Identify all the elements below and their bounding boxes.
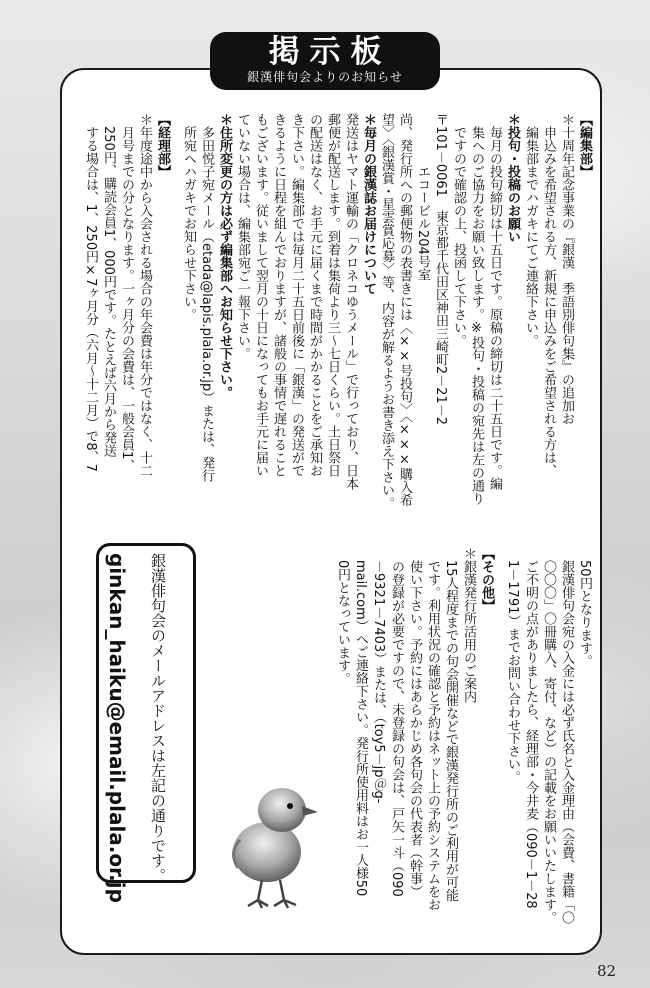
- editorial-line: 申込みを希望される方、新規に申込みをご希望される方は、: [541, 113, 556, 477]
- other-line: ＊銀漢発行所活用のご案内: [461, 547, 476, 703]
- other-line: の登録が必要ですので、未登録の句会は、戸矢一斗（090: [389, 547, 404, 897]
- editorial-line: ＊毎月の銀漢誌お届けについて: [361, 113, 376, 295]
- accounting-line: ご不明の点がありましたら、経理部・今井麦（090－1－28: [523, 547, 538, 909]
- board-subtitle: 銀漢俳句会よりのお知らせ: [247, 70, 403, 84]
- accounting-line: 〇〇〇」〇冊購入、寄付、など）の記載をお願いいたします。: [541, 547, 556, 924]
- accounting-line: 月号までの分となります。一ヶ月分の会費は、一般会員1、: [119, 113, 134, 473]
- accounting-line: 1－1791）までお問い合わせ下さい。: [505, 547, 520, 784]
- editorial-line: 集へのご協力をお願い致します。※投句・投稿の宛先は左の通り: [469, 113, 484, 505]
- editorial-line: ですので確認の上、投函して下さい。: [451, 113, 466, 347]
- editorial-line: 多田悦子宛メール（etada@lapis.plala.or.jp）または、発行: [199, 113, 214, 483]
- other-heading: 【その他】: [479, 547, 494, 612]
- editorial-line: き下さい。編集部では毎月二十五日前後に「銀漢」の発送がで: [289, 113, 304, 477]
- board-title-box: [210, 32, 440, 90]
- accounting-line: する場合は、1、250円×7ヶ月分（六月～十二月）で8、7: [83, 113, 98, 472]
- editorial-line: 毎月の投句締切は十五日です。原稿の締切は二十五日です。編: [487, 113, 502, 490]
- other-line: mail.com）へご連絡下さい。発行所使用料はお一人様50: [353, 547, 368, 897]
- editorial-line: ＊住所変更の方は必ず編集部へお知らせ下さい。: [217, 113, 232, 399]
- editorial-heading: 【編集部】: [577, 113, 592, 178]
- other-line: －9321－7403）または、（toy5－jp＠g-: [371, 547, 386, 804]
- mail-address[interactable]: ginkan_haiku@email.plala.or.jp: [105, 553, 129, 903]
- editorial-line: 郵便が配送します。到着は集荷より三～七日くらい。土日祭日: [325, 113, 340, 477]
- editorial-address: 〒101－0061 東京都千代田区神田三崎町2－21－2: [433, 113, 448, 425]
- editorial-line: きるように日程を組んでおりますが、諸般の事情で遅れること: [271, 113, 286, 477]
- accounting-line: 50円となります。: [577, 547, 592, 668]
- editorial-line: 尚、発行所への郵便物の表書きには〈××号投句〉〈×××購入希: [397, 113, 412, 507]
- accounting-line: 250円、購読会員1、000円です。たとえば六月から発送: [101, 113, 116, 457]
- mail-notice-label: 銀漢俳句会のメールアドレスは左記の通りです。: [149, 553, 167, 883]
- accounting-heading: 【経理部】: [155, 113, 170, 178]
- page-number: 82: [597, 962, 617, 980]
- board-title: 掲示板: [268, 34, 392, 70]
- editorial-line: の配送はなく、お手元に届くまで時間がかかることをご承知お: [307, 113, 322, 477]
- editorial-line: 所宛へハガキでお知らせ下さい。: [181, 113, 196, 321]
- editorial-line: 望〉〈銀漢賞・星雲賞応募〉等、内容が解るようお書き添え下さい。: [379, 113, 394, 510]
- editorial-line: ていない場合は、編集部宛ご一報下さい。: [235, 113, 250, 360]
- other-line: 使い下さい。予約にはあらかじめ各句会の代表者（幹事）: [407, 547, 422, 898]
- accounting-line: ＊年度途中から入会される場合の年会費は年分ではなく、十二: [137, 113, 152, 477]
- editorial-line: ＊投句・投稿のお願い: [505, 113, 520, 243]
- accounting-line: 銀漢俳句会宛の入金には必ず氏名と入金理由（会費、書籍「〇: [559, 547, 574, 924]
- editorial-address: エコービル204号室: [415, 113, 430, 281]
- other-line: です。利用状況の確認と予約はネット上の予約システムをお: [425, 547, 440, 911]
- other-line: 15人程度までの句会開催などで銀漢発行所のご利用が可能: [443, 547, 458, 902]
- editorial-line: もございます。従いまして翌月の十日になってもお手元に届い: [253, 113, 268, 477]
- editorial-line: 編集部までハガキにてご連絡下さい。: [523, 113, 538, 347]
- chick-illustration: [222, 760, 332, 910]
- other-line: 0円となっています。: [335, 547, 350, 686]
- editorial-line: ＊十周年記念事業の『銀漢 季語別俳句集』の追加お: [559, 113, 574, 425]
- editorial-line: 発送はヤマト運輸の「クロネコゆうメール」で行っており、日本: [343, 113, 358, 490]
